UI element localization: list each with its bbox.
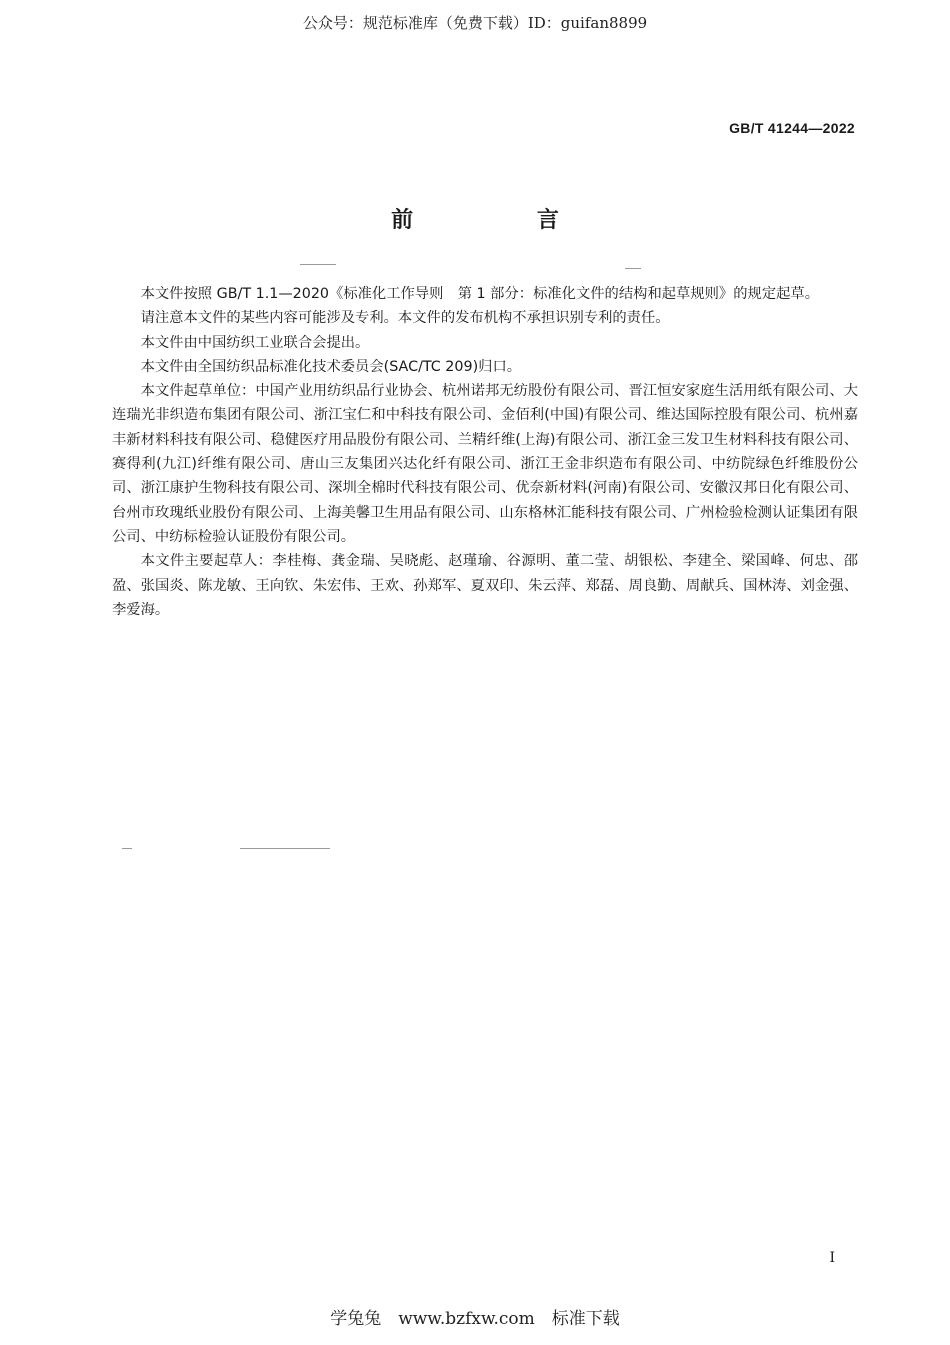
page-title: 前 言 xyxy=(391,208,617,233)
paragraph-technical-committee: 本文件由全国纺织品标准化技术委员会(SAC/TC 209)归口。 xyxy=(140,358,522,375)
document-code: GB/T 41244—2022 xyxy=(729,120,855,136)
paragraph-proposer: 本文件由中国纺织工业联合会提出。 xyxy=(140,334,370,351)
scan-mark xyxy=(122,848,132,849)
top-banner: 公众号：规范标准库（免费下载）ID：guifan8899 xyxy=(302,14,648,32)
bottom-banner: 学兔兔 www.bzfxw.com 标准下载 xyxy=(330,1309,620,1329)
scan-mark xyxy=(625,268,641,269)
paragraph-main-drafters: 本文件主要起草人：李桂梅、龚金瑞、吴晓彪、赵瑾瑜、谷源明、董二莹、胡银松、李建全、梁国峰、何忠、邵盈、张国炎、陈龙敏、王向钦、朱宏伟、王欢、孙郑军、夏双印、朱云萍、郑磊、周良勤、周献兵、国林涛、刘金强、李爱海。 xyxy=(112,553,858,618)
scan-mark xyxy=(240,848,330,849)
paragraph-drafting-rules: 本文件按照 GB/T 1.1—2020《标准化工作导则 第 1 部分：标准化文件的结构和起草规则》的规定起草。 xyxy=(140,286,820,302)
foreword-body xyxy=(112,282,858,622)
paragraph-drafting-units: 本文件起草单位：中国产业用纺织品行业协会、杭州诺邦无纺股份有限公司、晋江恒安家庭生活用纸有限公司、大连瑞光非织造布集团有限公司、浙江宝仁和中科技有限公司、金佰利(中国)有限公司、维达国际控股有限公司、杭州嘉丰新材料科技有限公司、稳健医疗用品股份有限公司、兰精纤维(上海)有限公司、浙江金三发卫生材料科技有限公司、赛得利(九江)纤维有限公司、唐山三友集团兴达化纤有限公司、浙江王金非织造布有限公司、中纺院绿色纤维股份公司、浙江康护生物科技有限公司、深圳全棉时代科技有限公司、优奈新材料(河南)有限公司、安徽汉邦日化有限公司、台州市玫瑰纸业股份有限公司、上海美馨卫生用品有限公司、山东格林汇能科技有限公司、广州检验检测认证集团有限公司、中纺标检验认证股份有限公司。 xyxy=(112,383,858,545)
page-number: I xyxy=(829,1250,835,1266)
paragraph-patent-notice: 请注意本文件的某些内容可能涉及专利。本文件的发布机构不承担识别专利的责任。 xyxy=(140,310,670,327)
scan-mark xyxy=(300,264,336,265)
